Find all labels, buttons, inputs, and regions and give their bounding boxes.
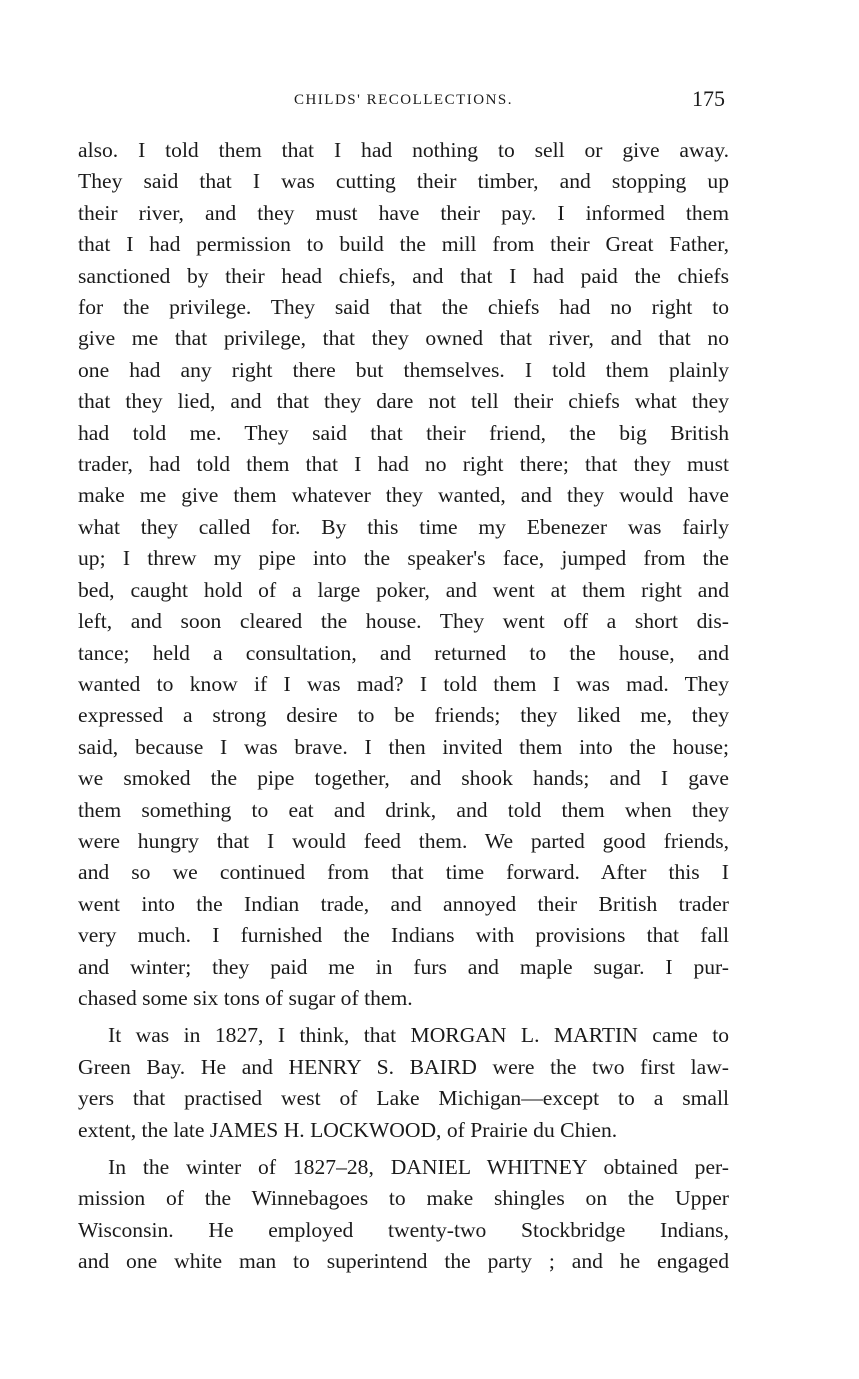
text-line: said, because I was brave. I then invited them into the house; xyxy=(78,734,729,759)
running-head xyxy=(78,86,729,116)
text-line: left, and soon cleared the house. They went off a short dis- xyxy=(78,609,729,634)
text-line: expressed a strong desire to be friends; they liked me, they xyxy=(78,703,729,728)
page-number: 175 xyxy=(692,86,725,111)
text-line: yers that practised west of Lake Michigan—except to a small xyxy=(78,1086,729,1111)
text-line: and so we continued from that time forward. After this I xyxy=(78,860,729,885)
text-line: up; I threw my pipe into the speaker's face, jumped from the xyxy=(78,546,729,571)
text-line: went into the Indian trade, and annoyed their British trader xyxy=(78,891,729,916)
text-line: They said that I was cutting their timber, and stopping up xyxy=(78,169,729,194)
text-line: and winter; they paid me in furs and maple sugar. I pur- xyxy=(78,954,729,979)
text-line: Green Bay. He and HENRY S. BAIRD were the two first law- xyxy=(78,1054,729,1079)
running-title: CHILDS' RECOLLECTIONS. xyxy=(293,92,514,108)
text-line: that they lied, and that they dare not tell their chiefs what they xyxy=(78,389,729,414)
text-line: we smoked the pipe together, and shook hands; and I gave xyxy=(78,766,729,791)
text-line: In the winter of 1827–28, DANIEL WHITNEY obtained per- xyxy=(108,1155,729,1179)
text-line: give me that privilege, that they owned that river, and that no xyxy=(78,326,729,351)
text-line: very much. I furnished the Indians with provisions that fall xyxy=(78,923,729,948)
text-line: chased some six tons of sugar of them. xyxy=(78,985,413,1010)
text-line: extent, the late JAMES H. LOCKWOOD, of Prairie du Chien. xyxy=(78,1117,618,1142)
text-line: had told me. They said that their friend, the big British xyxy=(78,420,729,445)
body-text xyxy=(78,135,729,1278)
text-line: bed, caught hold of a large poker, and went at them right and xyxy=(78,577,729,602)
text-line: sanctioned by their head chiefs, and that I had paid the chiefs xyxy=(78,263,729,288)
text-line: their river, and they must have their pay. I informed them xyxy=(78,200,729,225)
text-line: and one white man to superintend the party ; and he engaged xyxy=(78,1249,729,1274)
paragraph-1 xyxy=(78,135,729,1014)
text-line: for the privilege. They said that the chiefs had no right to xyxy=(78,295,729,320)
paragraph-2 xyxy=(78,1020,729,1146)
text-line: mission of the Winnebagoes to make shingles on the Upper xyxy=(78,1186,729,1211)
paragraph-3 xyxy=(78,1152,729,1278)
text-line: tance; held a consultation, and returned to the house, and xyxy=(78,640,729,665)
text-line: one had any right there but themselves. I told them plainly xyxy=(78,357,729,382)
text-line: Wisconsin. He employed twenty-two Stockbridge Indians, xyxy=(78,1217,729,1242)
text-line: were hungry that I would feed them. We parted good friends, xyxy=(78,828,729,853)
text-line: trader, had told them that I had no right there; that they must xyxy=(78,452,729,477)
text-line: them something to eat and drink, and told them when they xyxy=(78,797,729,822)
text-line: It was in 1827, I think, that MORGAN L. MARTIN came to xyxy=(108,1023,729,1048)
text-line: make me give them whatever they wanted, and they would have xyxy=(78,483,729,508)
text-line: that I had permission to build the mill from their Great Father, xyxy=(78,232,729,257)
text-line: also. I told them that I had nothing to sell or give away. xyxy=(78,138,729,162)
text-line: what they called for. By this time my Ebenezer was fairly xyxy=(78,514,729,539)
text-line: wanted to know if I was mad? I told them I was mad. They xyxy=(78,671,729,696)
